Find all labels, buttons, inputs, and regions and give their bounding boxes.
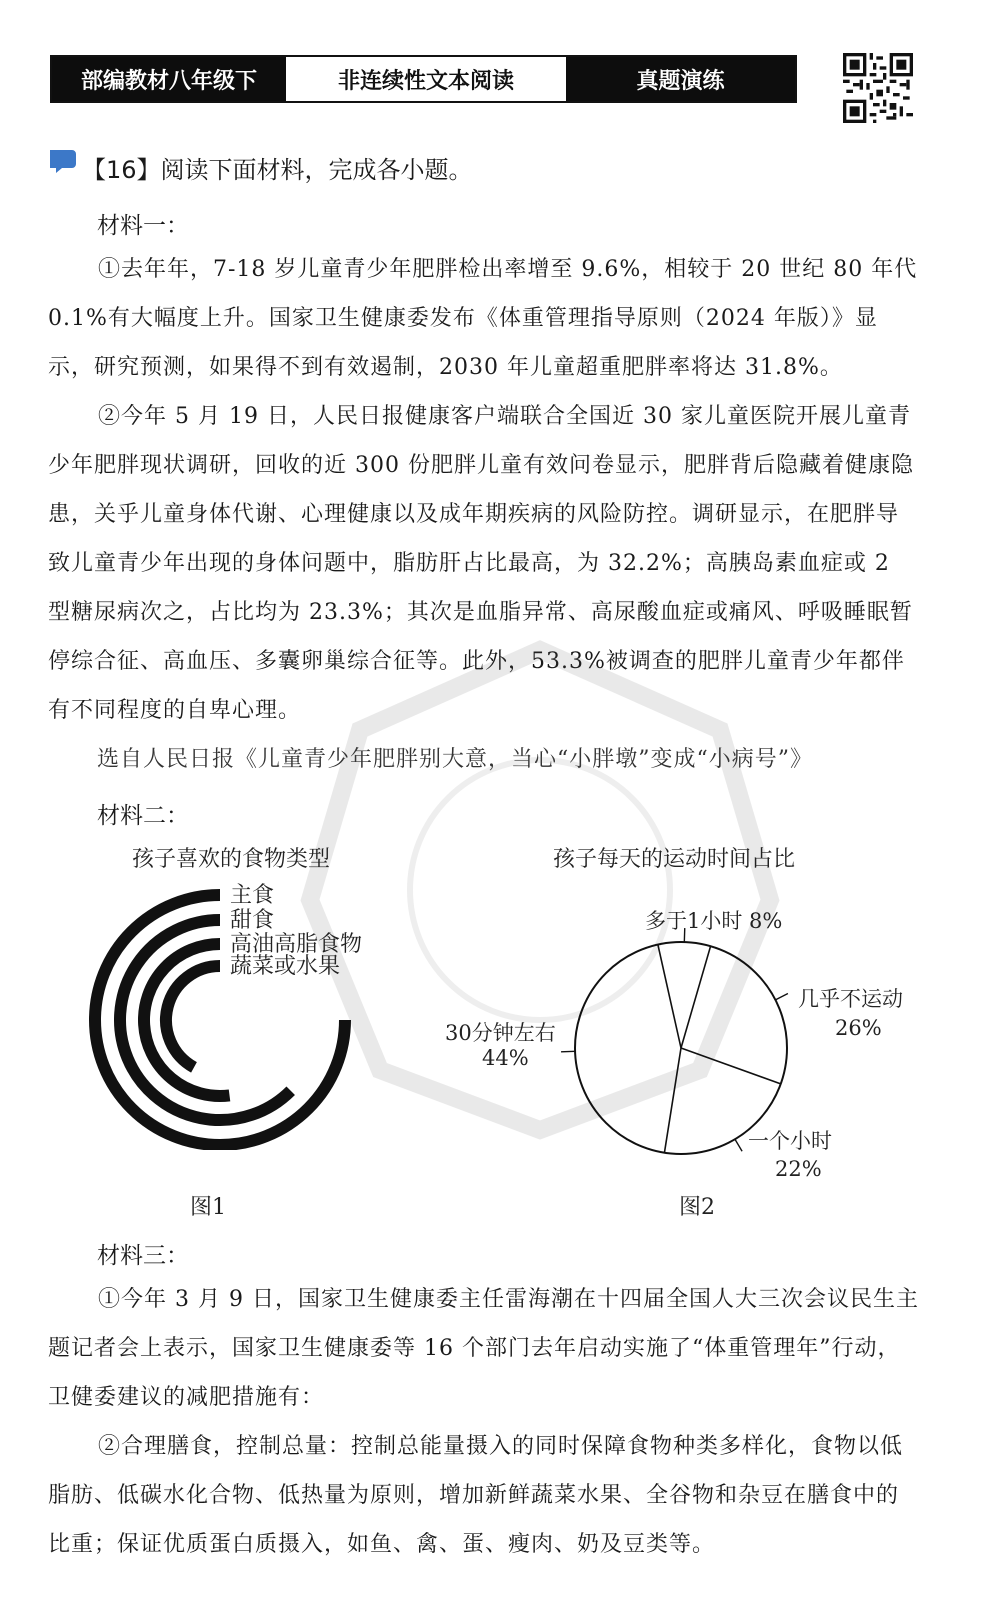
chart2-leader-1 [775, 994, 787, 1000]
chart2-label-1: 几乎不运动 [798, 987, 903, 1011]
qr-code-icon[interactable] [843, 53, 913, 123]
chart2-value-2: 22% [775, 1157, 822, 1181]
material1-paragraph2: ②今年 5 月 19 日，人民日报健康客户端联合全国近 30 家儿童医院开展儿童青少年肥胖现状调研，回收的近 300 份肥胖儿童有效问卷显示，肥胖背后隐藏着健康隐患，关乎儿童身体代谢、心理健康以及成年期疾病的风险防控。调研显示，在肥胖导致儿童青少年出现的身体问题中，脂肪肝占比最高，为 32.2%；高胰岛素血症或 2 型糖尿病次之，占比均为 23.3%；其次是血脂异常、高尿酸血症或痛风、呼吸睡眠暂停综合征、高血压、多囊卵巢综合征等。此外，53.3%被调查的肥胖儿童青少年都伴有不同程度的自卑心理。 [48, 404, 914, 723]
chart2-value-1: 26% [835, 1016, 882, 1040]
chart1-label-1: 甜食 [230, 908, 275, 933]
chart2-label-0: 多于1小时 8% [645, 909, 783, 933]
material2-label: 材料二： [97, 803, 189, 829]
chart2-label-3: 30分钟左右 [445, 1021, 556, 1045]
figure1-caption: 图1 [190, 1195, 226, 1220]
chart2-title: 孩子每天的运动时间占比 [553, 847, 796, 872]
chart2-leader-2 [735, 1139, 742, 1151]
material1-source: 选自人民日报《儿童青少年肥胖别大意，当心“小胖墩”变成“小病号”》 [97, 747, 813, 772]
chart2-value-3: 44% [482, 1046, 529, 1070]
header-grade: 部编教材八年级下 [52, 57, 286, 101]
chart1-label-3: 蔬菜或水果 [230, 954, 341, 979]
chart1-label-2: 高油高脂食物 [230, 932, 363, 957]
chart1-label-0: 主食 [230, 883, 275, 908]
header-bar [50, 55, 797, 103]
question-title: 【16】阅读下面材料，完成各小题。 [82, 156, 473, 184]
header-section: 真题演练 [566, 57, 795, 101]
header-topic: 非连续性文本阅读 [286, 57, 566, 101]
material1-label: 材料一： [97, 213, 189, 239]
chart2-pie [430, 880, 950, 1200]
material3-paragraph2: ②合理膳食，控制总量：控制总能量摄入的同时保障食物种类多样化，食物以低脂肪、低碳水化合物、低热量为原则，增加新鲜蔬菜水果、全谷物和杂豆在膳食中的比重；保证优质蛋白质摄入，如鱼、禽、蛋、瘦肉、奶及豆类等。 [48, 1434, 904, 1557]
material3-label: 材料三： [97, 1243, 189, 1269]
chart2-slice-border-3 [664, 1048, 681, 1153]
chart2-label-2: 一个小时 [748, 1129, 832, 1153]
chart1-radial-bars [80, 880, 400, 1150]
material3-paragraph1: ①今年 3 月 9 日，国家卫生健康委主任雷海潮在十四届全国人大三次会议民生主题记者会上表示，国家卫生健康委等 16 个部门去年启动实施了“体重管理年”行动，卫健委建议的减肥措施有： [48, 1287, 919, 1410]
figure2-caption: 图2 [679, 1195, 715, 1220]
chart2-slice-border-1 [681, 946, 711, 1048]
chart2-slice-border-2 [681, 1048, 781, 1084]
chart2-slice-border-0 [658, 945, 681, 1048]
chart1-arc-3 [166, 966, 220, 1067]
material1-paragraph1: ①去年年，7-18 岁儿童青少年肥胖检出率增至 9.6%，相较于 20 世纪 80 年代 0.1%有大幅度上升。国家卫生健康委发布《体重管理指导原则（2024 年版）》显示，研究预测，如果得不到有效遏制，2030 年儿童超重肥胖率将达 31.8%。 [48, 257, 918, 380]
chart1-title: 孩子喜欢的食物类型 [132, 847, 331, 872]
bookmark-icon [48, 148, 78, 174]
